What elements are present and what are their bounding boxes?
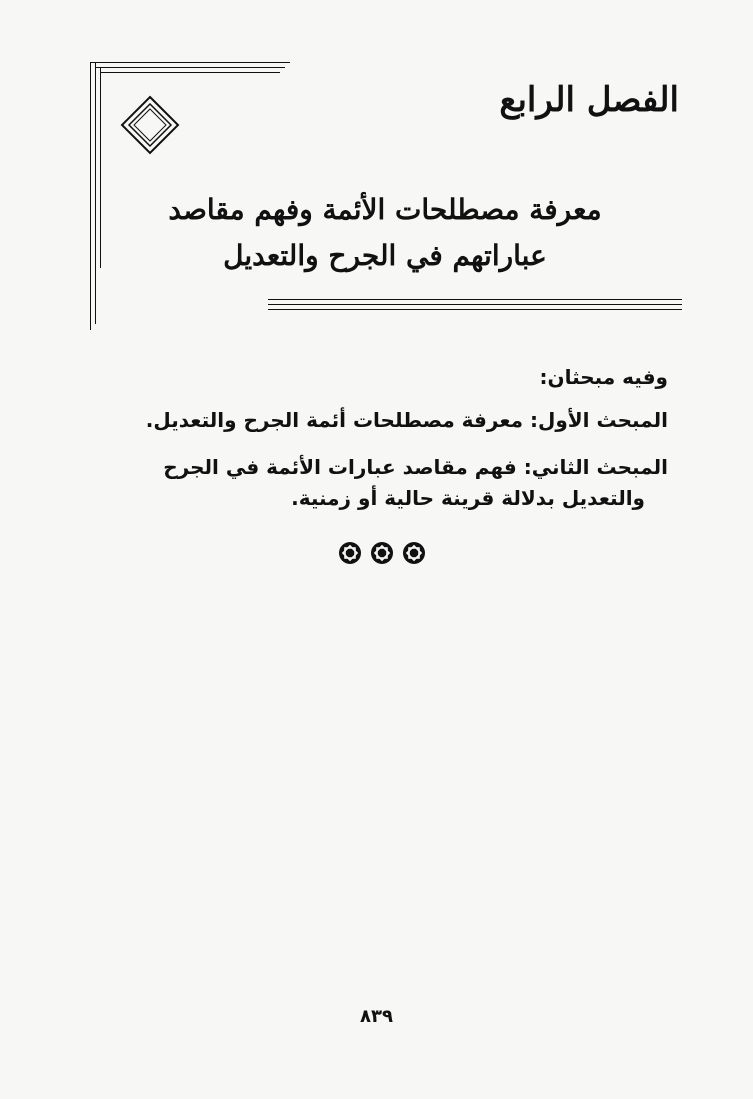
divider-rule [268, 304, 682, 305]
diamond-ornament-icon [120, 95, 180, 155]
intro-text: وفيه مبحثان: [539, 365, 668, 389]
chapter-title: الفصل الرابع [499, 80, 679, 120]
divider-rule [268, 309, 682, 310]
frame-line [90, 62, 290, 63]
frame-line [95, 67, 285, 68]
section-item-2-line2: والتعديل بدلالة قرينة حالية أو زمنية. [291, 486, 645, 510]
frame-line [100, 72, 280, 73]
divider-rule [268, 299, 682, 300]
frame-line [100, 68, 101, 268]
chapter-subtitle-line2: عباراتهم في الجرح والتعديل [223, 239, 547, 272]
star-ornament-icon [337, 540, 427, 566]
section-item-2-line1: المبحث الثاني: فهم مقاصد عبارات الأئمة في الجرح [163, 455, 668, 479]
page-number: ٨٣٩ [360, 1006, 393, 1027]
frame-line [90, 62, 91, 330]
frame-line [95, 62, 96, 324]
section-item-1: المبحث الأول: معرفة مصطلحات أئمة الجرح والتعديل. [145, 408, 668, 432]
chapter-subtitle-line1: معرفة مصطلحات الأئمة وفهم مقاصد [168, 193, 602, 226]
